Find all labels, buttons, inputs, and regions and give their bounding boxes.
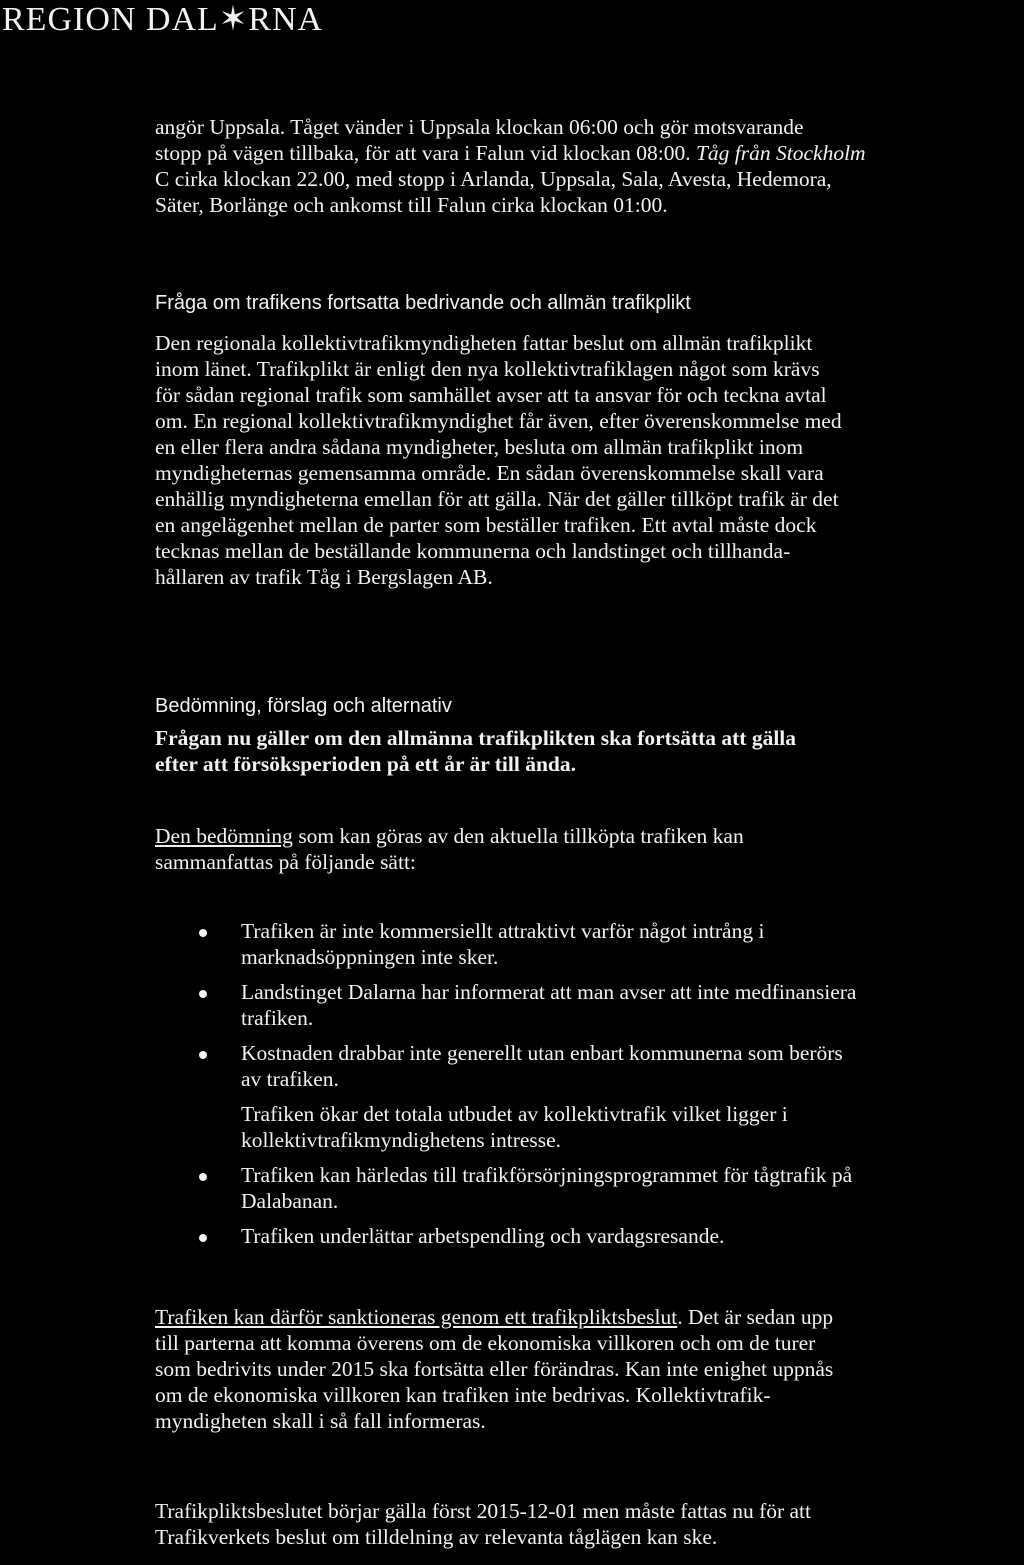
bullet-text [241, 979, 1023, 1031]
region-dalarna-logo: REGION DAL✶RNA [2, 1, 324, 38]
bullet-line: av trafiken. [241, 1067, 339, 1091]
bullet-dot-icon [199, 929, 207, 937]
conclusion-line: som bedrivits under 2015 ska fortsätta eller förändras. Kan inte enighet uppnås [155, 1357, 834, 1381]
intro-line-2-text: stopp på vägen tillbaka, för att vara i Falun vid klockan 08:00. [155, 141, 691, 165]
section2-question [155, 725, 1023, 777]
assessment-underlined: Den bedömning [155, 824, 293, 848]
intro-line-1: angör Uppsala. Tåget vänder i Uppsala klockan 06:00 och gör motsvarande [155, 115, 804, 139]
bullet-line: marknadsöppningen inte sker. [241, 945, 499, 969]
bullet-dot-icon [199, 990, 207, 998]
assessment-rest: som kan göras av den aktuella tillköpta trafiken kan [292, 824, 744, 848]
section-heading-trafikplikt: Fråga om trafikens fortsatta bedrivande och allmän trafikplikt [155, 292, 691, 314]
bullet-text [241, 1223, 1023, 1249]
intro-line-2 [155, 140, 1023, 166]
intro-line-2-italic: Tåg från Stockholm [695, 141, 866, 165]
bullet-line: trafiken. [241, 1006, 314, 1030]
final-line-2: Trafikverkets beslut om tilldelning av relevanta tåglägen kan ske. [155, 1525, 718, 1549]
question-line-2: efter att försöksperioden på ett år är till ända. [155, 752, 576, 776]
final-line-1: Trafikpliktsbeslutet börjar gälla först 2015-12-01 men måste fattas nu för att [155, 1499, 812, 1523]
s1-line: om. En regional kollektivtrafikmyndighet får även, efter överenskommelse med [155, 409, 842, 433]
conclusion-paragraph [155, 1304, 1023, 1434]
bullet-line: Landstinget Dalarna har informerat att man avser att inte medfinansiera [241, 980, 857, 1004]
s1-line: en eller flera andra sådana myndigheter, besluta om allmän trafikplikt inom [155, 435, 804, 459]
s1-line: hållaren av trafik Tåg i Bergslagen AB. [155, 565, 493, 589]
bullet-text [241, 1162, 1023, 1214]
section1-paragraph [155, 330, 1023, 590]
bullet-line: Trafiken är inte kommersiellt attraktivt varför något intrång i [241, 919, 765, 943]
s1-line: inom länet. Trafikplikt är enligt den nya kollektivtrafiklagen något som krävs [155, 357, 820, 381]
bullet-dot-icon [199, 1173, 207, 1181]
final-paragraph [155, 1498, 1023, 1550]
bullet-dot-icon [199, 1234, 207, 1242]
s1-line: för sådan regional trafik som samhället avser att ta ansvar för och teckna avtal [155, 383, 827, 407]
conclusion-line: till parterna att komma överens om de ekonomiska villkoren och om de turer [155, 1331, 816, 1355]
bullet-text [241, 1101, 1023, 1153]
conclusion-line-1 [155, 1304, 1023, 1330]
section-heading-bedomning: Bedömning, förslag och alternativ [155, 695, 452, 717]
assessment-line-2: sammanfattas på följande sätt: [155, 850, 416, 874]
conclusion-underlined: Trafiken kan därför sanktioneras genom ett trafikpliktsbeslut [155, 1305, 678, 1329]
bullet-line: Trafiken ökar det totala utbudet av kollektivtrafik vilket ligger i [241, 1102, 788, 1126]
assessment-intro [155, 823, 1023, 875]
assessment-line-1 [155, 823, 1023, 849]
bullet-text [241, 918, 1023, 970]
question-line-1: Frågan nu gäller om den allmänna trafikplikten ska fortsätta att gälla [155, 726, 797, 750]
intro-line-3: C cirka klockan 22.00, med stopp i Arlanda, Uppsala, Sala, Avesta, Hedemora, [155, 167, 832, 191]
intro-line-4: Säter, Borlänge och ankomst till Falun cirka klockan 01:00. [155, 193, 668, 217]
bullet-line: Kostnaden drabbar inte generellt utan enbart kommunerna som berörs [241, 1041, 843, 1065]
conclusion-line: om de ekonomiska villkoren kan trafiken inte bedrivas. Kollektivtrafik- [155, 1383, 771, 1407]
bullet-text [241, 1040, 1023, 1092]
bullet-dot-icon [199, 1051, 207, 1059]
bullet-line: Dalabanan. [241, 1189, 339, 1213]
conclusion-rest: . Det är sedan upp [677, 1305, 834, 1329]
s1-line: Den regionala kollektivtrafikmyndigheten fattar beslut om allmän trafikplikt [155, 331, 813, 355]
s1-line: tecknas mellan de beställande kommunerna och landstinget och tillhanda- [155, 539, 791, 563]
bullet-line: Trafiken kan härledas till trafikförsörjningsprogrammet för tågtrafik på [241, 1163, 853, 1187]
bullet-line: Trafiken underlättar arbetspendling och vardagsresande. [241, 1224, 725, 1248]
s1-line: en angelägenhet mellan de parter som beställer trafiken. Ett avtal måste dock [155, 513, 817, 537]
intro-paragraph [155, 114, 1023, 218]
conclusion-line: myndigheten skall i så fall informeras. [155, 1409, 486, 1433]
bullet-line: kollektivtrafikmyndighetens intresse. [241, 1128, 562, 1152]
s1-line: enhällig myndigheterna emellan för att gälla. När det gäller tillköpt trafik är det [155, 487, 839, 511]
s1-line: myndigheternas gemensamma område. En sådan överenskommelse skall vara [155, 461, 824, 485]
